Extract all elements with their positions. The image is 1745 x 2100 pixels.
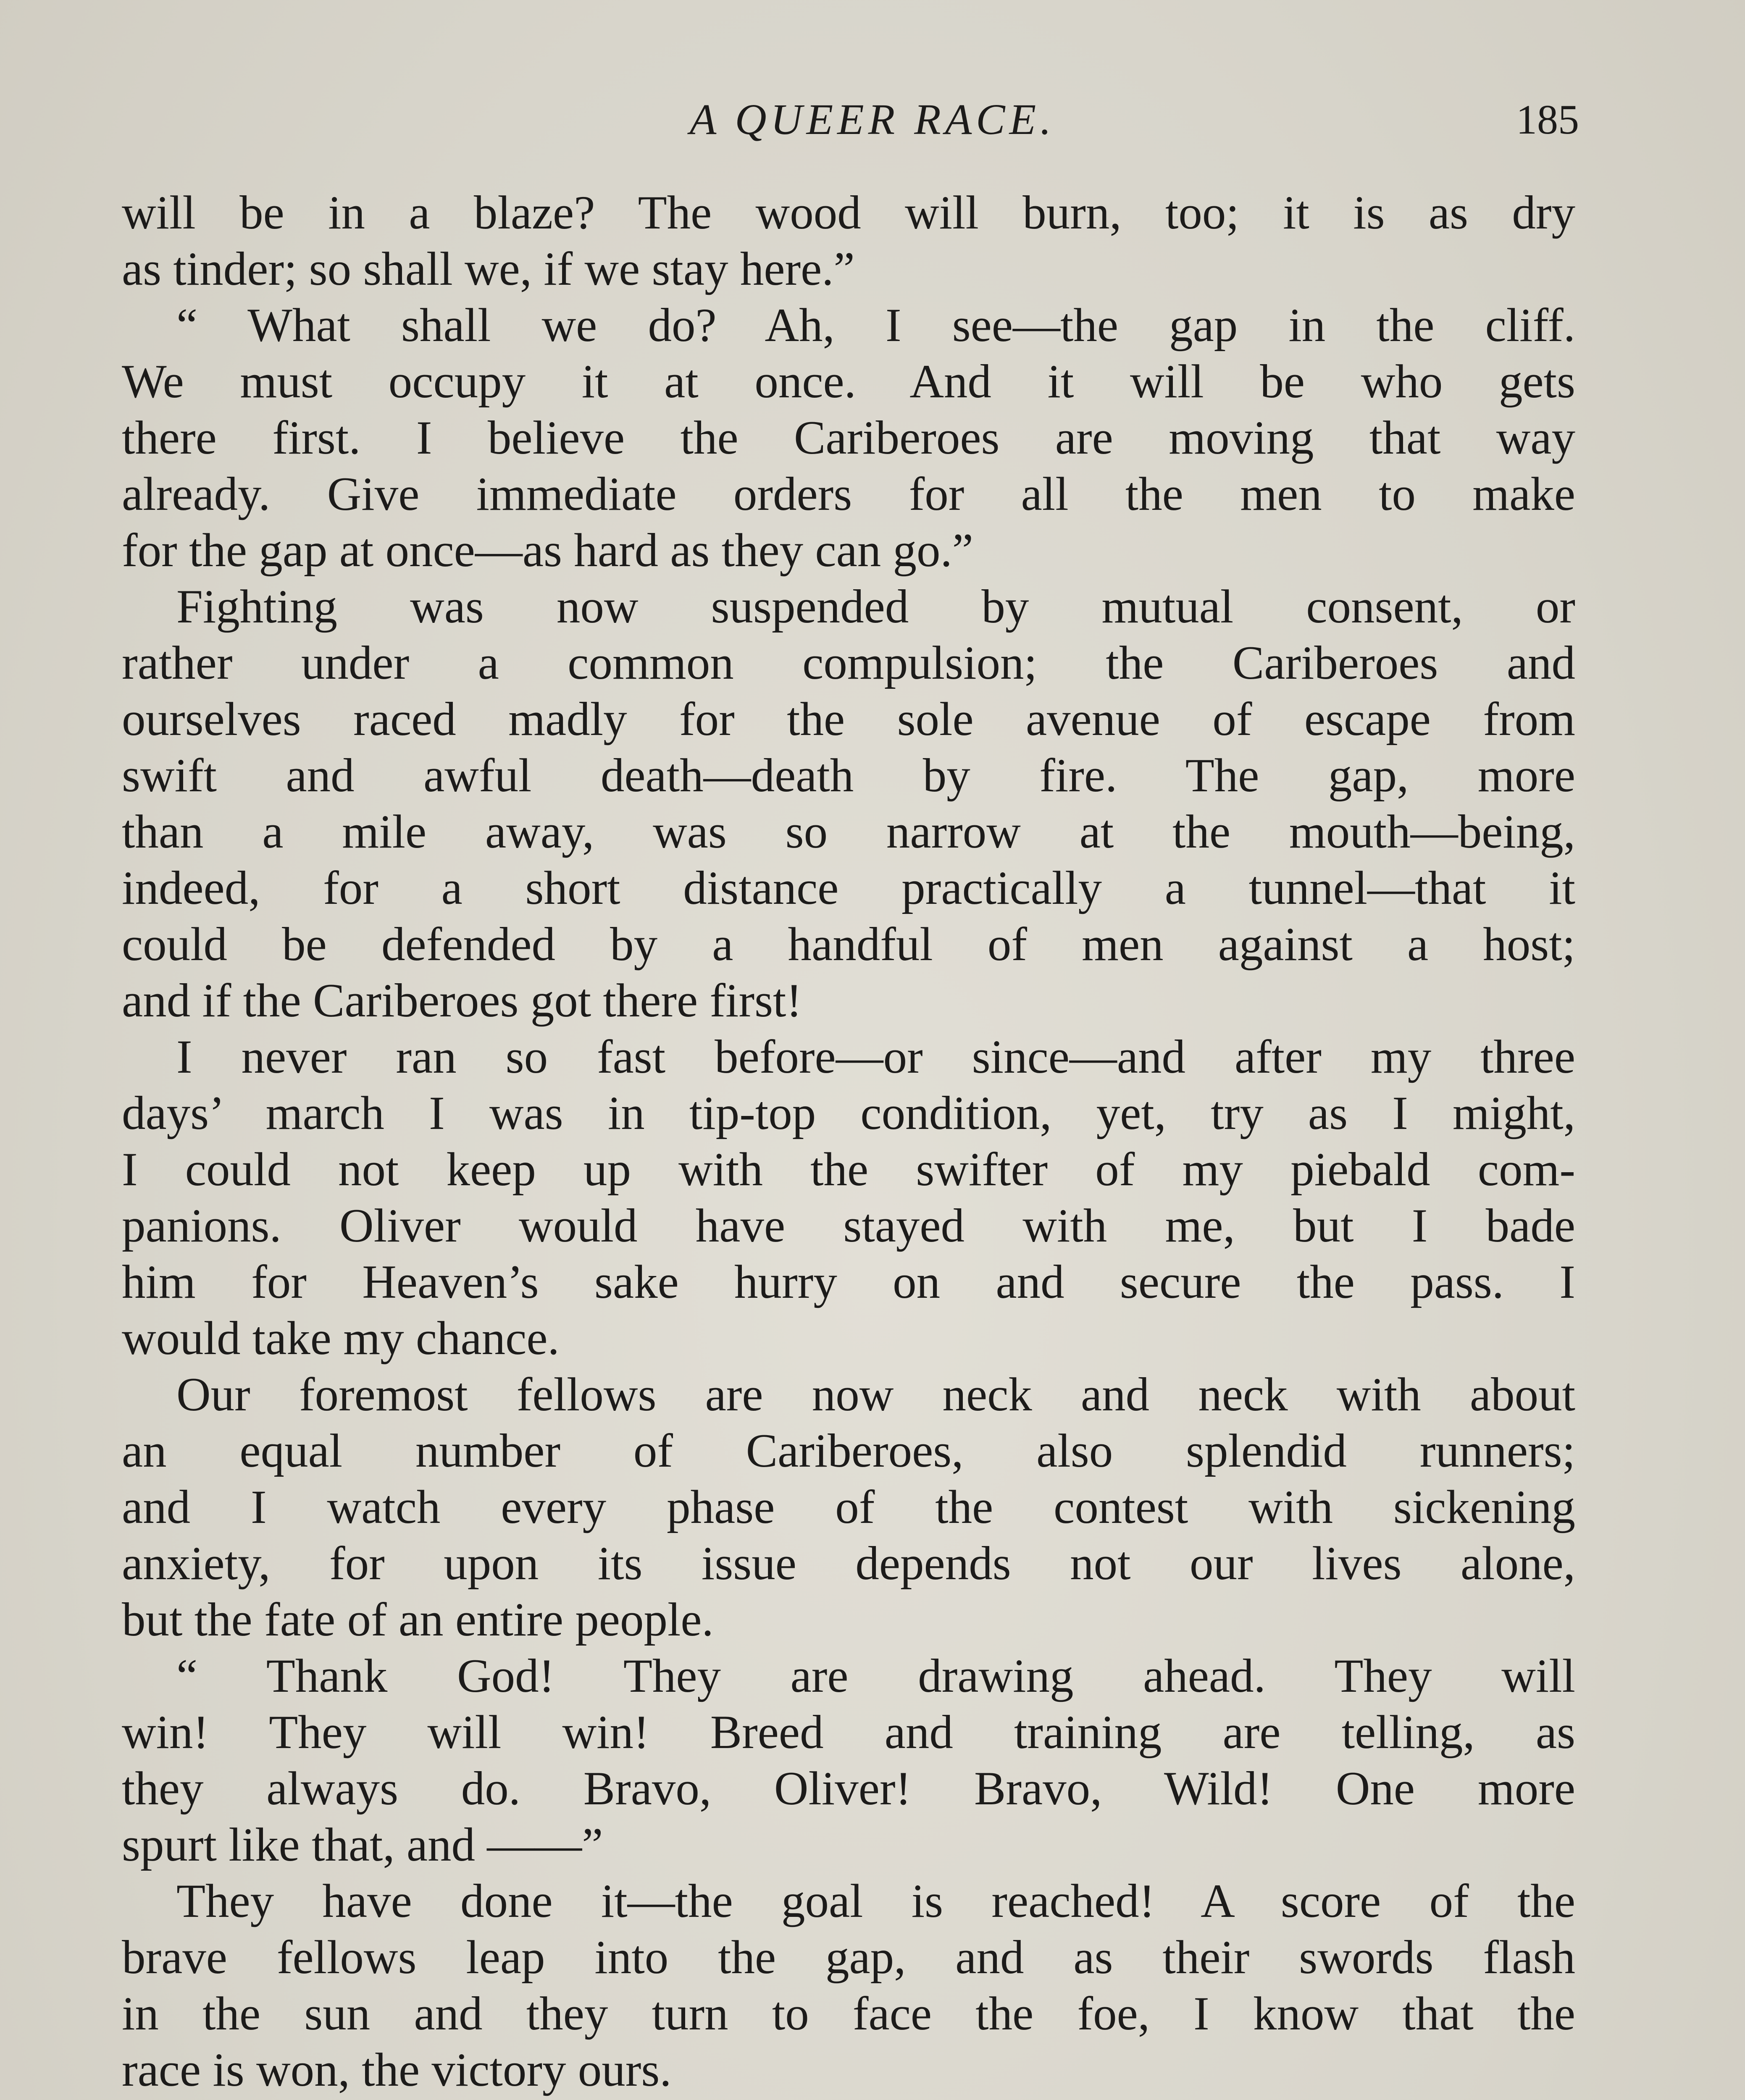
text-line: race is won, the victory ours. bbox=[122, 2044, 672, 2096]
text-line: they always do. Bravo, Oliver! Bravo, Wild! One more bbox=[122, 1762, 1575, 1815]
text-line: indeed, for a short distance practically a tunnel—that it bbox=[122, 862, 1575, 914]
text-line: days’ march I was in tip-top condition, yet, try as I might, bbox=[122, 1087, 1575, 1139]
text-line: for the gap at once—as hard as they can go.” bbox=[122, 524, 973, 577]
text-line: him for Heaven’s sake hurry on and secure the pass. I bbox=[122, 1256, 1575, 1308]
text-line: an equal number of Cariberoes, also splendid runners; bbox=[122, 1425, 1575, 1477]
text-line: panions. Oliver would have stayed with me, but I bade bbox=[122, 1200, 1575, 1252]
text-line: ourselves raced madly for the sole avenue of escape from bbox=[122, 693, 1575, 746]
text-line: “ What shall we do? Ah, I see—the gap in the cliff. bbox=[176, 299, 1575, 352]
text-line: “ Thank God! They are drawing ahead. They will bbox=[176, 1650, 1575, 1702]
text-line: but the fate of an entire people. bbox=[122, 1593, 714, 1646]
body-text bbox=[122, 185, 1575, 2100]
text-line: swift and awful death—death by fire. The gap, more bbox=[122, 749, 1575, 802]
text-line: I could not keep up with the swifter of my piebald com- bbox=[122, 1143, 1575, 1196]
text-line: rather under a common compulsion; the Cariberoes and bbox=[122, 637, 1575, 689]
text-line: there first. I believe the Cariberoes are moving that way bbox=[122, 412, 1575, 464]
text-line: I never ran so fast before—or since—and after my three bbox=[176, 1031, 1575, 1083]
text-line: than a mile away, was so narrow at the mouth—being, bbox=[122, 806, 1575, 858]
text-line: Our foremost fellows are now neck and neck with about bbox=[176, 1368, 1575, 1421]
text-line: could be defended by a handful of men against a host; bbox=[122, 918, 1575, 971]
text-line: anxiety, for upon its issue depends not our lives alone, bbox=[122, 1537, 1575, 1590]
text-line: as tinder; so shall we, if we stay here.” bbox=[122, 243, 855, 295]
text-line: in the sun and they turn to face the foe, I know that the bbox=[122, 1987, 1575, 2040]
page-number: 185 bbox=[1516, 96, 1579, 143]
text-line: brave fellows leap into the gap, and as their swords flash bbox=[122, 1931, 1575, 1984]
text-line: They have done it—the goal is reached! A score of the bbox=[176, 1875, 1575, 1927]
text-line: and I watch every phase of the contest with sickening bbox=[122, 1481, 1575, 1533]
text-line bbox=[122, 2098, 1575, 2100]
text-line: spurt like that, and ——” bbox=[122, 1819, 603, 1871]
text-line: Fighting was now suspended by mutual consent, or bbox=[176, 580, 1575, 633]
text-line: and if the Cariberoes got there first! bbox=[122, 974, 802, 1027]
text-line: will be in a blaze? The wood will burn, too; it is as dry bbox=[122, 186, 1575, 239]
text-line: would take my chance. bbox=[122, 1312, 560, 1365]
running-title: A QUEER RACE. bbox=[689, 95, 1056, 144]
text-line: already. Give immediate orders for all the men to make bbox=[122, 468, 1575, 520]
text-line: win! They will win! Breed and training are telling, as bbox=[122, 1706, 1575, 1759]
text-line: We must occupy it at once. And it will be who gets bbox=[122, 355, 1575, 408]
page-header bbox=[0, 90, 1745, 149]
